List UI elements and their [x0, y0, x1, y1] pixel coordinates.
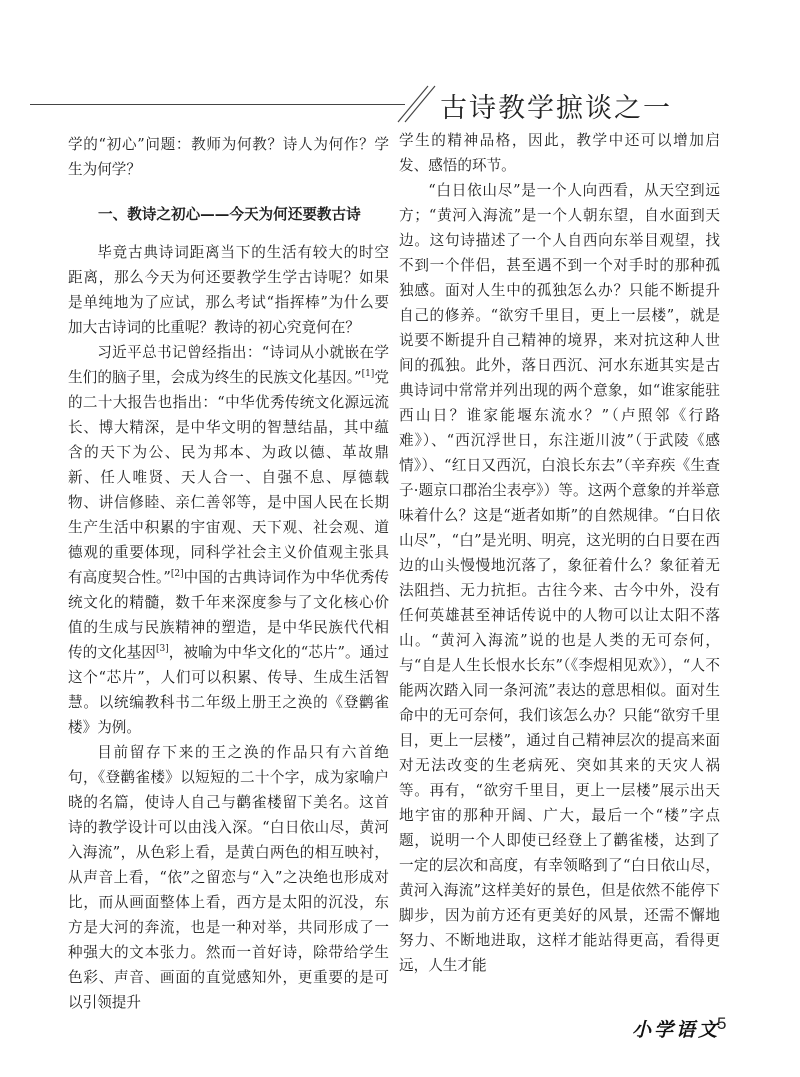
journal-logo: 小学语文 — [632, 1019, 721, 1041]
page-number: 5 — [717, 1014, 727, 1033]
citation-ref: [2] — [170, 569, 184, 580]
paragraph: 学的“初心”问题：教师为何教？诗人为何作？学生为何学？ — [68, 136, 389, 178]
paragraph — [68, 340, 389, 740]
left-column — [68, 132, 389, 1015]
right-column — [399, 128, 720, 978]
paragraph-text: 党的二十大报告也指出：“中华优秀传统文化源远流长、博大精深，是中华文明的智慧结晶，其中蕴含的天下为公、民为邦本、为政以德、革故鼎新、任人唯贤、天人合一、自强不息、厚德载物、讲信修睦、亲仁善邻等，是中国人民在长期生产生活中积累的宇宙观、天下观、社会观、道德观的重要体现，同科学社会主义价值观主张具有高度契合性。” — [68, 369, 389, 586]
paragraph: 学生的精神品格，因此，教学中还可以增加启发、感悟的环节。 — [399, 132, 720, 174]
paragraph: 目前留存下来的王之涣的作品只有六首绝句，《登鹳雀楼》以短短的二十个字，成为家喻户晓的名篇，使诗人自己与鹳雀楼留下美名。这首诗的教学设计可以由浅入深。“白日依山尽，黄河入海流”，从色彩上看，是黄白两色的相互映衬，从声音上看，“依”之留恋与“入”之决绝也形成对比，而从画面整体上看，西方是太阳的沉没，东方是大河的奔流，也是一种对举，共同形成了一种强大的文本张力。然而一首好诗，除带给学生色彩、声音、画面的直觉感知外，更重要的是可以引领提升 — [68, 744, 389, 1011]
section-heading: 一、教诗之初心——今天为何还要教古诗 — [98, 206, 361, 223]
citation-ref: [1] — [361, 369, 375, 380]
paragraph: “白日依山尽”是一个人向西看，从天空到远方；“黄河入海流”是一个人朝东望，自水面到天边。这句诗描述了一个人自西向东举目观望，找不到一个伴侣，甚至遇不到一个对手时的那种孤独感。面对人生中的孤独怎么办？只能不断提升自己的修养。“欲穷千里目，更上一层楼”，就是说要不断提升自己精神的境界，来对抗这种人世间的孤独。此外，落日西沉、河水东逝其实是古典诗词中常常并列出现的两个意象，如“谁家能驻西山日？谁家能堰东流水？”（卢照邻《行路难》）、“西沉浮世日，东注逝川波”（于武陵《感情》）、“红日又西沉，白浪长东去”（辛弃疾《生查子·题京口郡治尘表亭》）等。这两个意象的并举意味着什么？这是“逝者如斯”的自然规律。“白日依山尽”，“白”是光明、明亮，这光明的白日要在西边的山头慢慢地沉落了，象征着什么？象征着无法阻挡、无力抗拒。古往今来、古今中外，没有任何英雄甚至神话传说中的人物可以让太阳不落山。“黄河入海流”说的也是人类的无可奈何，与“自是人生长恨水长东”（《李煜相见欢》），“人不能两次踏入同一条河流”表达的意思相似。面对生命中的无可奈何，我们该怎么办？只能“欲穷千里目，更上一层楼”，通过自己精神层次的提高来面对无法改变的生老病死、突如其来的天灾人祸等。再有，“欲穷千里目，更上一层楼”展示出天地宇宙的那种开阔、广大，最后一个“楼”字点题，说明一个人即使已经登上了鹳雀楼，达到了一定的层次和高度，有幸领略到了“白日依山尽，黄河入海流”这样美好的景色，但是依然不能停下脚步，因为前方还有更美好的风景，还需不懈地努力、不断地进取，这样才能站得更高，看得更远，人生才能 — [399, 182, 720, 974]
paragraph-text: ，被喻为中华文化的“芯片”。通过这个“芯片”，人们可以积累、传导、生成生活智慧。以统编教科书二年级上册王之涣的《登鹳雀楼》为例。 — [68, 644, 389, 736]
page-header-title: 古诗教学摭谈之一 — [440, 93, 672, 124]
header-rule — [30, 104, 405, 105]
header-slash-decoration — [396, 84, 436, 124]
paragraph-text: 中国的古典诗词作为中华优秀传统文化的精髓，数千年来深度参与了文化核心价值的生成与民族精神的塑造，是中华民族代代相传的文化基因 — [68, 569, 389, 661]
citation-ref: [3] — [155, 644, 169, 655]
paragraph: 毕竟古典诗词距离当下的生活有较大的时空距离，那么今天为何还要教学生学古诗呢？如果是单纯地为了应试，那么考试“指挥棒”为什么要加大古诗词的比重呢？教诗的初心究竟何在？ — [68, 244, 389, 336]
paragraph-text: 习近平总书记曾经指出：“诗词从小就嵌在学生们的脑子里，会成为终生的民族文化基因。” — [68, 344, 389, 386]
